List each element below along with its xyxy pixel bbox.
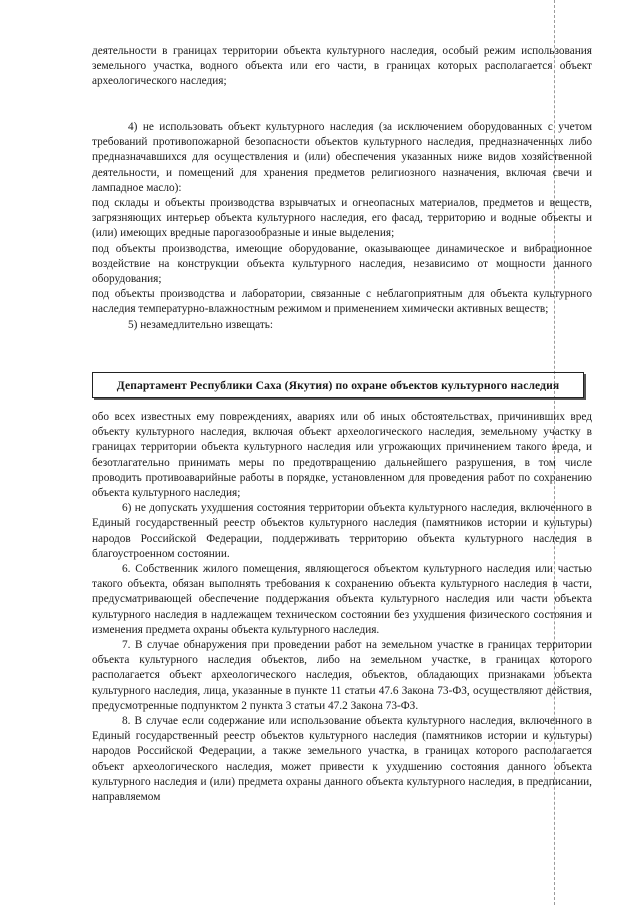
paragraph-section-6: 6. Собственник жилого помещения, являющегося объектом культурного наследия или частью такого объекта, обязан выполнять требования к сохранению объекта культурного наследия в части, предусматривающей обеспечение поддержания объекта культурного наследия или части объекта культурного наследия в надлежащем техническом состоянии без ухудшения физического состояния и изменения предмета охраны объекта культурного наследия. [92, 563, 592, 636]
paragraph-continuation: деятельности в границах территории объекта культурного наследия, особый режим использования земельного участка, водного объекта или его части, в границах которых располагается объект археологического наследия; [92, 45, 592, 88]
paragraph-laboratories: под объекты производства и лаборатории, связанные с неблагоприятным для объекта культурного наследия температурно-влажностным режимом и применением химически активных веществ; [92, 288, 592, 316]
paragraph-block-top [92, 44, 592, 90]
paragraph-block-middle [92, 120, 592, 333]
paragraph-item-5: 5) незамедлительно извещать: [128, 318, 274, 331]
paragraph-section-7: 7. В случае обнаружения при проведении работ на земельном участке в границах территории объекта культурного наследия объектов, либо на земельном участке, в границах которого располагается объект археологического наследия, объектов, обладающих признаками объекта культурного наследия, лица, указанные в пункте 11 статьи 47.6 Закона 73-ФЗ, осуществляют действия, предусмотренные подпунктом 2 пункта 3 статьи 47.2 Закона 73-ФЗ. [92, 639, 592, 712]
paragraph-section-8: 8. В случае если содержание или использование объекта культурного наследия, включенного в Единый государственный реестр объектов культурного наследия (памятников истории и культуры) народов Российской Федерации, а также земельного участка, в границах которого располагается объект археологического наследия, может привести к ухудшению состояния данного объекта культурного наследия и (или) предмета охраны данного объекта культурного наследия, в предписании, направляемом [92, 715, 592, 804]
paragraph-block-bottom [92, 410, 592, 805]
paragraph-item-4: 4) не использовать объект культурного наследия (за исключением оборудованных с учетом требований противопожарной безопасности объектов культурного наследия, предназначенных либо предназначавшихся для осуществления и (или) обеспечения указанных ниже видов хозяйственной деятельности, и помещений для хранения предметов религиозного назначения, включая свечи и лампадное масло): [92, 121, 592, 194]
paragraph-storage-use: под склады и объекты производства взрывчатых и огнеопасных материалов, предметов и веществ, загрязняющих интерьер объекта культурного наследия, его фасад, территорию и водные объекты и (или) имеющих вредные парогазообразные и иные выделения; [92, 197, 592, 240]
paragraph-item-6-territory: 6) не допускать ухудшения состояния территории объекта культурного наследия, включенного в Единый государственный реестр объектов культурного наследия (памятников истории и культуры) народов Российской Федерации, поддерживать территорию объекта культурного наследия в благоустроенном состоянии. [92, 502, 592, 560]
paragraph-production-equipment: под объекты производства, имеющие оборудование, оказывающее динамическое и вибрационное воздействие на конструкции объекта культурного наследия, независимо от мощности данного оборудования; [92, 242, 592, 286]
paragraph-notify-damage: обо всех известных ему повреждениях, авариях или об иных обстоятельствах, причинивших вред объекту культурного наследия, включая объект археологического наследия, земельному участку в границах территории объекта культурного наследия или угрожающих причинением такого вреда, и безотлагательно принимать меры по предотвращению дальнейшего разрушения, в том числе проводить противоаварийные работы в порядке, установленном для проведения работ по сохранению объекта культурного наследия; [92, 411, 592, 500]
department-stamp: Департамент Республики Саха (Якутия) по охране объектов культурного наследия [92, 372, 584, 398]
